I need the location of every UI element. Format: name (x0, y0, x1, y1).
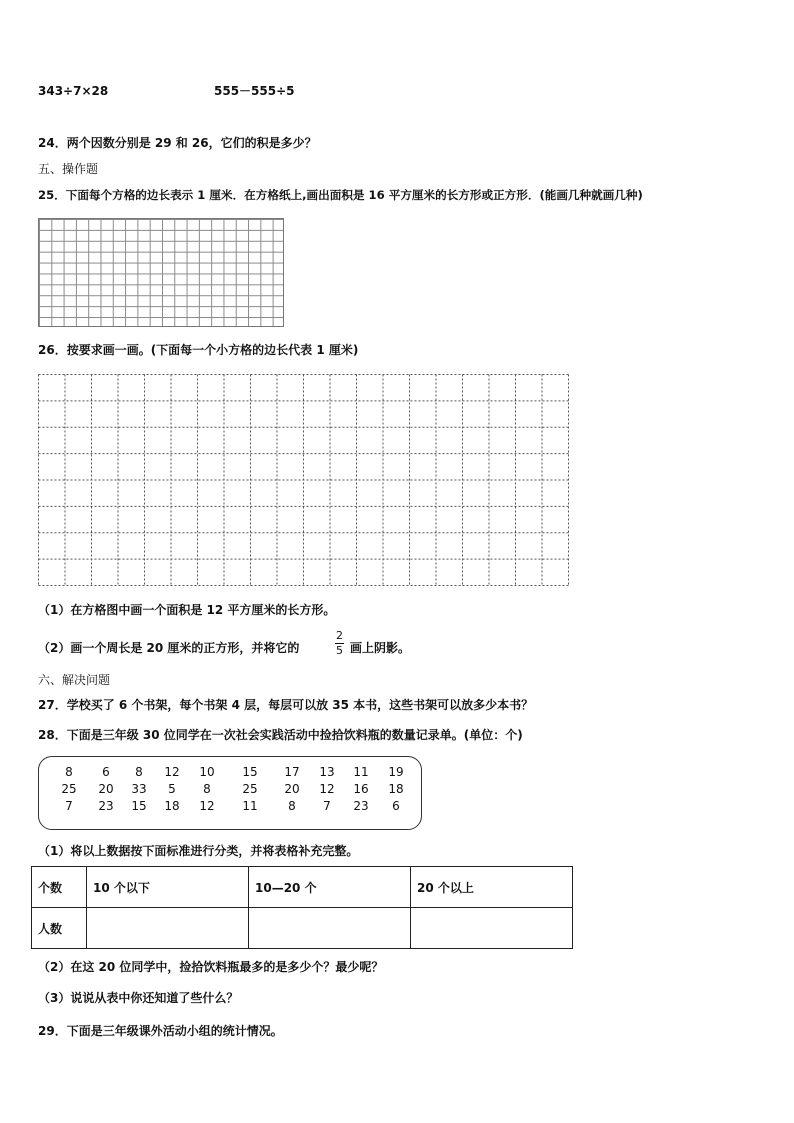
data-value: 23 (98, 799, 114, 813)
table-header-row (32, 867, 573, 908)
section-5-heading: 五、操作题 (38, 162, 99, 176)
data-value: 15 (131, 799, 147, 813)
data-value: 11 (353, 765, 369, 779)
data-value: 25 (61, 782, 77, 796)
question-24: 24．两个因数分别是 29 和 26，它们的积是多少？ (38, 136, 317, 150)
table-row (32, 908, 573, 949)
data-value: 11 (242, 799, 258, 813)
data-value: 18 (388, 782, 404, 796)
question-26-part-2-end: 画上阴影。 (350, 641, 411, 655)
table-header-cell: 10 个以下 (87, 867, 249, 908)
fraction-numerator: 2 (336, 629, 343, 642)
data-value: 19 (388, 765, 404, 779)
table-header-cell: 20 个以上 (411, 867, 573, 908)
data-value: 20 (284, 782, 300, 796)
table-row-label: 人数 (32, 908, 87, 949)
dotted-square-grid[interactable] (38, 374, 569, 586)
data-record-box (38, 756, 422, 830)
question-27: 27．学校买了 6 个书架，每个书架 4 层，每层可以放 35 本书，这些书架可以放多少本书？ (38, 698, 534, 712)
expression-2: 555－555÷5 (214, 84, 295, 98)
data-value: 25 (242, 782, 258, 796)
square-grid-small[interactable] (38, 218, 284, 327)
data-value: 33 (131, 782, 147, 796)
question-28: 28．下面是三年级 30 位同学在一次社会实践活动中捡拾饮料瓶的数量记录单。(单位：个) (38, 728, 523, 742)
classification-table (31, 866, 573, 949)
data-value: 6 (102, 765, 110, 779)
question-26: 26．按要求画一画。(下面每一个小方格的边长代表 1 厘米) (38, 343, 359, 357)
data-value: 12 (319, 782, 335, 796)
data-value: 18 (164, 799, 180, 813)
section-6-heading: 六、解决问题 (38, 673, 111, 687)
fraction-denominator: 5 (336, 644, 343, 657)
data-value: 8 (288, 799, 296, 813)
expression-1: 343÷7×28 (38, 84, 109, 98)
question-26-part-1: （1）在方格图中画一个面积是 12 平方厘米的长方形。 (38, 603, 336, 617)
table-input-cell[interactable] (87, 908, 249, 949)
data-value: 16 (353, 782, 369, 796)
data-value: 15 (242, 765, 258, 779)
data-value: 20 (98, 782, 114, 796)
data-value: 8 (203, 782, 211, 796)
data-value: 10 (199, 765, 215, 779)
data-value: 23 (353, 799, 369, 813)
question-28-part-2: （2）在这 20 位同学中，捡拾饮料瓶最多的是多少个？最少呢？ (38, 960, 384, 974)
data-value: 8 (135, 765, 143, 779)
question-29: 29．下面是三年级课外活动小组的统计情况。 (38, 1024, 283, 1038)
data-value: 6 (392, 799, 400, 813)
question-28-part-1: （1）将以上数据按下面标准进行分类，并将表格补充完整。 (38, 844, 359, 858)
table-header-cell: 个数 (32, 867, 87, 908)
table-input-cell[interactable] (411, 908, 573, 949)
data-value: 5 (168, 782, 176, 796)
table-input-cell[interactable] (249, 908, 411, 949)
data-value: 12 (199, 799, 215, 813)
data-value: 7 (65, 799, 73, 813)
fraction-two-fifths (335, 630, 344, 657)
data-value: 12 (164, 765, 180, 779)
question-26-part-2: （2）画一个周长是 20 厘米的正方形，并将它的 (38, 641, 300, 655)
question-28-part-3: （3）说说从表中你还知道了些什么？ (38, 991, 239, 1005)
question-25: 25．下面每个方格的边长表示 1 厘米．在方格纸上,画出面积是 16 平方厘米的长方形或正方形．(能画几种就画几种) (38, 188, 643, 202)
data-value: 8 (65, 765, 73, 779)
data-value: 17 (284, 765, 300, 779)
table-header-cell: 10—20 个 (249, 867, 411, 908)
data-value: 7 (323, 799, 331, 813)
data-value: 13 (319, 765, 335, 779)
